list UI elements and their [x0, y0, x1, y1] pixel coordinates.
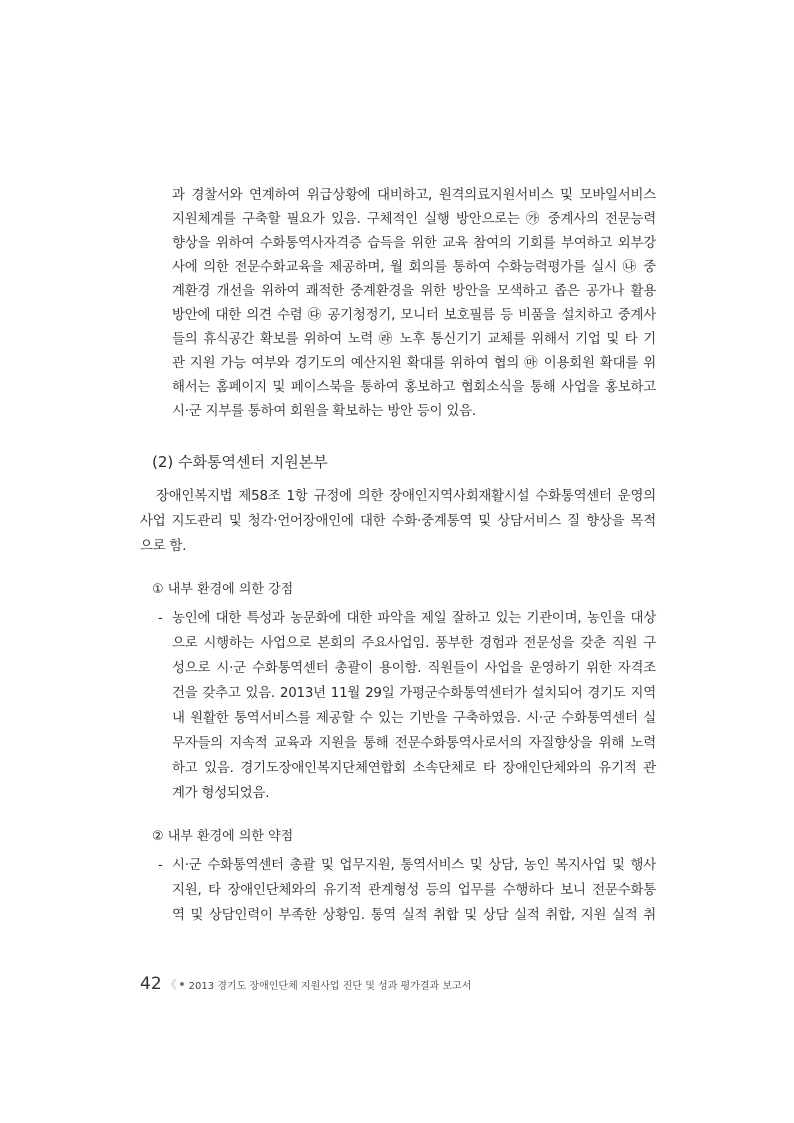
- paragraph-line: 으로 함.: [140, 539, 187, 554]
- section-heading: (2) 수화통역센터 지원본부: [152, 453, 328, 471]
- weakness-title: ② 내부 환경에 의한 약점: [152, 829, 294, 844]
- intro-line: 계환경 개선을 위하여 쾌적한 중계환경을 위한 방안을 모색하고 좁은 공가나 활용: [172, 284, 656, 299]
- footer-title: 2013 경기도 장애인단체 지원사업 진단 및 성과 평가결과 보고서: [188, 980, 472, 992]
- strength-dash: -: [158, 611, 163, 626]
- paragraph-line: 사업 지도관리 및 청각·언어장애인에 대한 수화·중계통역 및 상담서비스 질 향상을 목적: [140, 514, 656, 529]
- page-number: 42: [140, 974, 162, 994]
- strength-line: 성으로 시·군 수화통역센터 총괄이 용이함. 직원들이 사업을 운영하기 위한 자격조: [172, 661, 656, 676]
- intro-line: 향상을 위하여 수화통역사자격증 습득을 위한 교육 참여의 기회를 부여하고 외부강: [172, 236, 656, 251]
- strength-line: 무자들의 지속적 교육과 지원을 통해 전문수화통역사로서의 자질향상을 위해 노력: [172, 736, 656, 751]
- strength-line: 건을 갖추고 있음. 2013년 11월 29일 가평군수화통역센터가 설치되어 경기도 지역: [172, 686, 656, 701]
- intro-line: 사에 의한 전문수화교육을 제공하며, 월 회의를 통하여 수화능력평가를 실시 ㉯ 중: [172, 260, 656, 275]
- intro-line: 방안에 대한 의견 수렴 ㉰ 공기청정기, 모니터 보호필름 등 비품을 설치하고 중계사: [172, 308, 656, 323]
- weakness-line: 지원, 타 장애인단체와의 유기적 관계형성 등의 업무를 수행하다 보니 전문수화통: [172, 883, 656, 898]
- intro-line: 시·군 지부를 통하여 회원을 확보하는 방안 등이 있음.: [172, 404, 476, 419]
- bullet-icon: [180, 982, 184, 986]
- intro-line: 관 지원 가능 여부와 경기도의 예산지원 확대를 위하여 협의 ㉲ 이용회원 확대를 위: [172, 356, 656, 371]
- page-footer: [140, 973, 471, 995]
- strength-line: 농인에 대한 특성과 농문화에 대한 파악을 제일 잘하고 있는 기관이며, 농인을 대상: [172, 611, 656, 626]
- intro-line: 과 경찰서와 연계하여 위급상황에 대비하고, 원격의료지원서비스 및 모바일서비스: [172, 188, 656, 203]
- strength-line: 으로 시행하는 사업으로 본회의 주요사업임. 풍부한 경험과 전문성을 갖춘 직원 구: [172, 636, 656, 651]
- intro-line: 해서는 홈페이지 및 페이스북을 통하여 홍보하고 협회소식을 통해 사업을 홍보하고: [172, 380, 656, 395]
- weakness-line: 시·군 수화통역센터 총괄 및 업무지원, 통역서비스 및 상담, 농인 복지사업 및 행사: [172, 858, 656, 873]
- strength-line: 계가 형성되었음.: [172, 786, 270, 801]
- strength-title: ① 내부 환경에 의한 강점: [152, 582, 294, 597]
- paragraph-line: 장애인복지법 제58조 1항 규정에 의한 장애인지역사회재활시설 수화통역센터 운영의: [156, 489, 656, 504]
- weakness-line: 역 및 상담인력이 부족한 상황임. 통역 실적 취합 및 상담 실적 취합, 지원 실적 취: [172, 908, 656, 923]
- intro-line: 지원체계를 구축할 필요가 있음. 구체적인 실행 방안으로는 ㉮ 중계사의 전문능력: [172, 212, 656, 227]
- strength-line: 내 원활한 통역서비스를 제공할 수 있는 기반을 구축하였음. 시·군 수화통역센터 실: [172, 711, 656, 726]
- weakness-dash: -: [158, 858, 163, 873]
- double-chevron-icon: 《: [165, 978, 174, 991]
- intro-line: 들의 휴식공간 확보를 위하여 노력 ㉱ 노후 통신기기 교체를 위해서 기업 및 타 기: [172, 332, 656, 347]
- strength-line: 하고 있음. 경기도장애인복지단체연합회 소속단체로 타 장애인단체와의 유기적 관: [172, 761, 656, 776]
